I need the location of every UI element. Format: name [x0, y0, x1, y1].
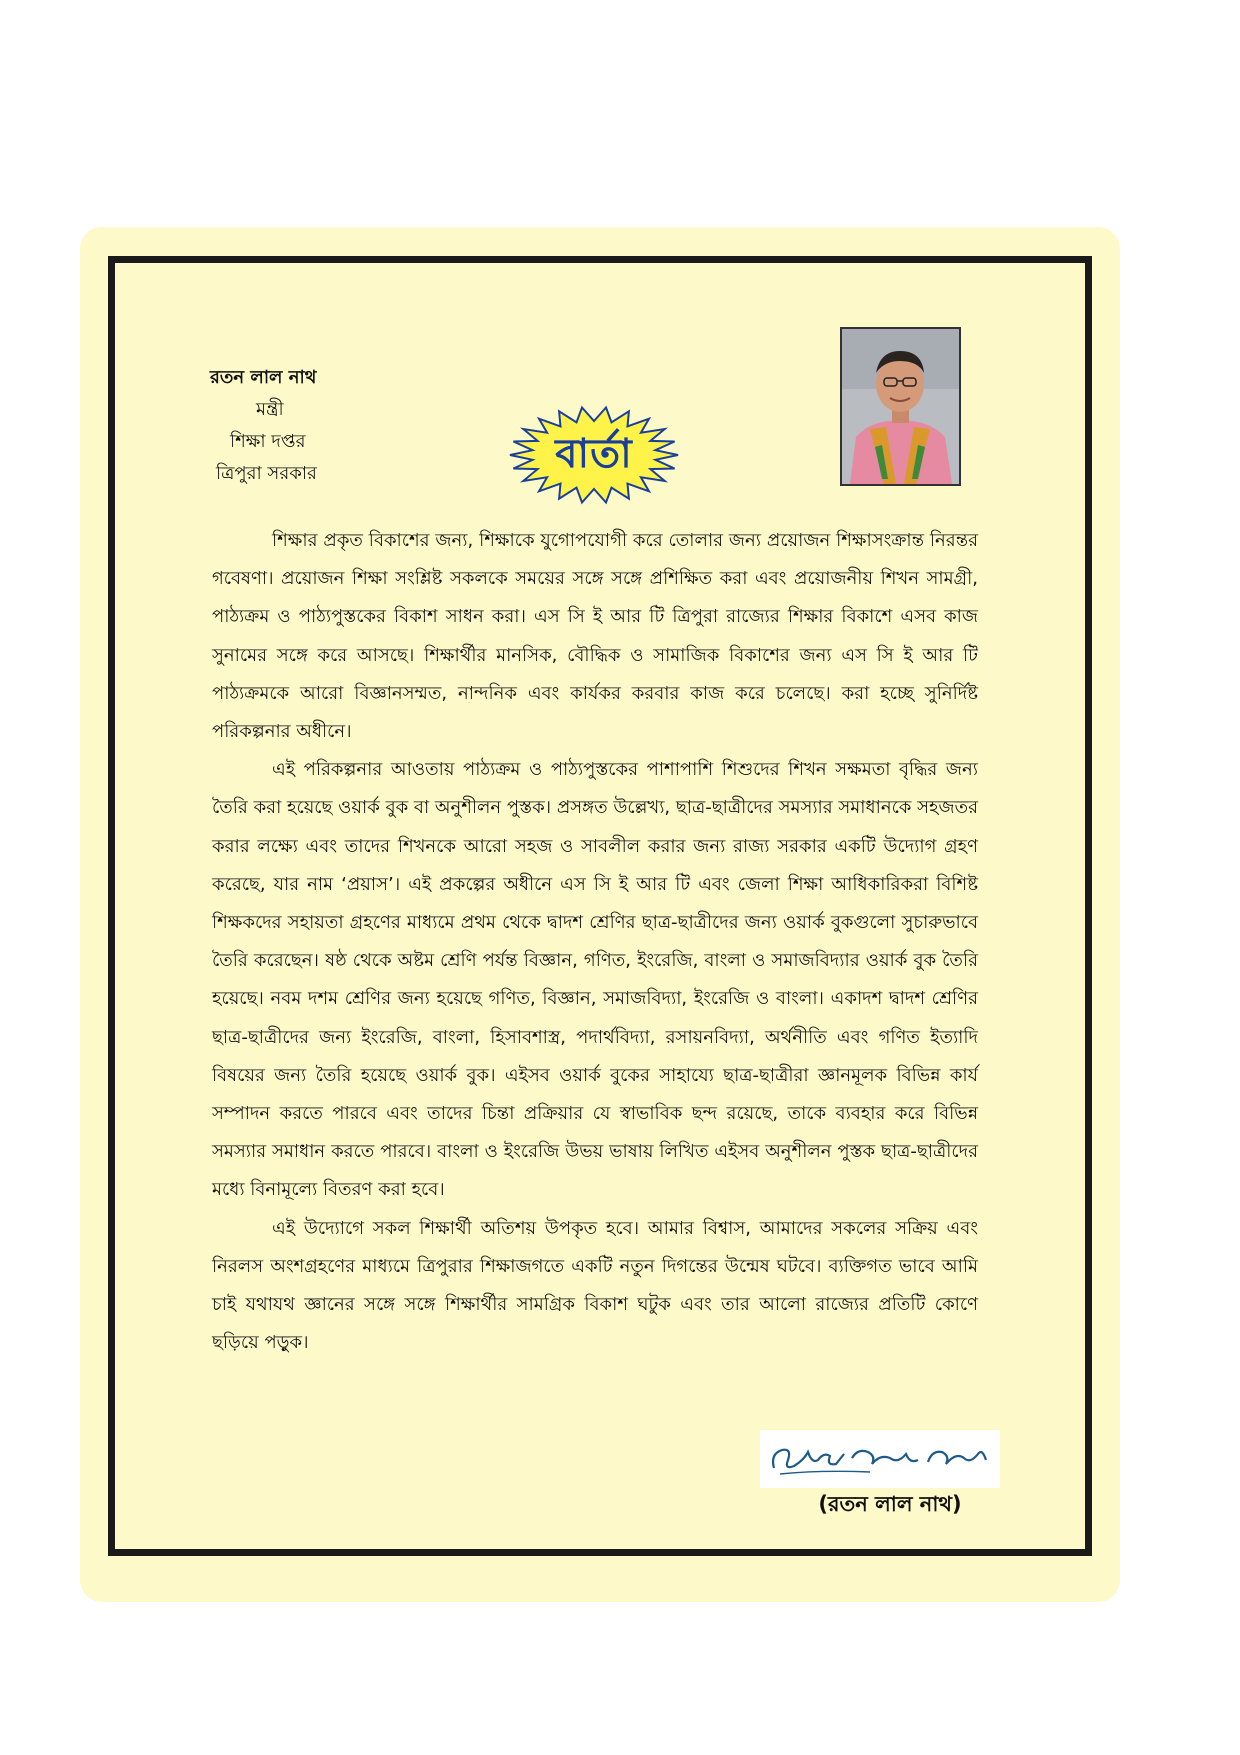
paragraph: শিক্ষার প্রকৃত বিকাশের জন্য, শিক্ষাকে যুগোপযোগী করে তোলার জন্য প্রয়োজন শিক্ষাসংক্রান্ত নিরন্তর গবেষণা। প্রয়োজন শিক্ষা সংশ্লিষ্ট সকলকে সময়ের সঙ্গে সঙ্গে প্রশিক্ষিত করা এবং প্রয়োজনীয় শিখন সামগ্রী, পাঠ্যক্রম ও পাঠ্যপুস্তকের বিকাশ সাধন করা। এস সি ই আর টি ত্রিপুরা রাজ্যের শিক্ষার বিকাশে এসব কাজ সুনামের সঙ্গে করে আসছে। শিক্ষার্থীর মানসিক, বৌদ্ধিক ও সামাজিক বিকাশের জন্য এস সি ই আর টি পাঠ্যক্রমকে আরো বিজ্ঞানসম্মত, নান্দনিক এবং কার্যকর করবার কাজ করে চলেছে। করা হচ্ছে সুনির্দিষ্ট পরিকল্পনার অধীনে। — [212, 530, 978, 743]
message-badge — [508, 405, 680, 505]
author-title: মন্ত্রী — [256, 399, 284, 420]
portrait-photo — [840, 327, 961, 486]
badge-label: বার্তা — [555, 430, 633, 477]
signature-image — [760, 1430, 1000, 1488]
author-government: ত্রিপুরা সরকার — [216, 463, 317, 484]
portrait-icon — [842, 329, 959, 484]
signer-name: (রতন লাল নাথ) — [818, 1492, 962, 1516]
paragraph: এই উদ্যোগে সকল শিক্ষার্থী অতিশয় উপকৃত হবে। আমার বিশ্বাস, আমাদের সকলের সক্রিয় এবং নিরলস অংশগ্রহণের মাধ্যমে ত্রিপুরার শিক্ষাজগতে একটি নতুন দিগন্তের উন্মেষ ঘটবে। ব্যক্তিগত ভাবে আমি চাই যথাযথ জ্ঞানের সঙ্গে সঙ্গে শিক্ষার্থীর সামগ্রিক বিকাশ ঘটুক এবং তার আলো রাজ্যের প্রতিটি কোণে ছড়িয়ে পড়ুক। — [212, 1217, 978, 1354]
author-name: রতন লাল নাথ — [210, 367, 317, 388]
message-body — [212, 522, 978, 1362]
signature-icon — [760, 1430, 1000, 1488]
author-department: শিক্ষা দপ্তর — [230, 431, 306, 452]
author-block — [210, 362, 450, 490]
paragraph: এই পরিকল্পনার আওতায় পাঠ্যক্রম ও পাঠ্যপুস্তকের পাশাপাশি শিশুদের শিখন সক্ষমতা বৃদ্ধির জন্য তৈরি করা হয়েছে ওয়ার্ক বুক বা অনুশীলন পুস্তক। প্রসঙ্গত উল্লেখ্য, ছাত্র-ছাত্রীদের সমস্যার সমাধানকে সহজতর করার লক্ষ্যে এবং তাদের শিখনকে আরো সহজ ও সাবলীল করার জন্য রাজ্য সরকার একটি উদ্যোগ গ্রহণ করেছে, যার নাম ‘প্রয়াস’। এই প্রকল্পের অধীনে এস সি ই আর টি এবং জেলা শিক্ষা আধিকারিকরা বিশিষ্ট শিক্ষকদের সহায়তা গ্রহণের মাধ্যমে প্রথম থেকে দ্বাদশ শ্রেণির ছাত্র-ছাত্রীদের জন্য ওয়ার্ক বুকগুলো সুচারুভাবে তৈরি করেছেন। ষষ্ঠ থেকে অষ্টম শ্রেণি পর্যন্ত বিজ্ঞান, গণিত, ইংরেজি, বাংলা ও সমাজবিদ্যার ওয়ার্ক বুক তৈরি হয়েছে। নবম দশম শ্রেণির জন্য হয়েছে গণিত, বিজ্ঞান, সমাজবিদ্যা, ইংরেজি ও বাংলা। একাদশ দ্বাদশ শ্রেণির ছাত্র-ছাত্রীদের জন্য ইংরেজি, বাংলা, হিসাবশাস্ত্র, পদার্থবিদ্যা, রসায়নবিদ্যা, অর্থনীতি এবং গণিত ইত্যাদি বিষয়ের জন্য তৈরি হয়েছে ওয়ার্ক বুক। এইসব ওয়ার্ক বুকের সাহায্যে ছাত্র-ছাত্রীরা জ্ঞানমূলক বিভিন্ন কার্য সম্পাদন করতে পারবে এবং তাদের চিন্তা প্রক্রিয়ার যে স্বাভাবিক ছন্দ রয়েছে, তাকে ব্যবহার করে বিভিন্ন সমস্যার সমাধান করতে পারবে। বাংলা ও ইংরেজি উভয় ভাষায় লিখিত এইসব অনুশীলন পুস্তক ছাত্র-ছাত্রীদের মধ্যে বিনামূল্যে বিতরণ করা হবে। — [212, 759, 978, 1201]
